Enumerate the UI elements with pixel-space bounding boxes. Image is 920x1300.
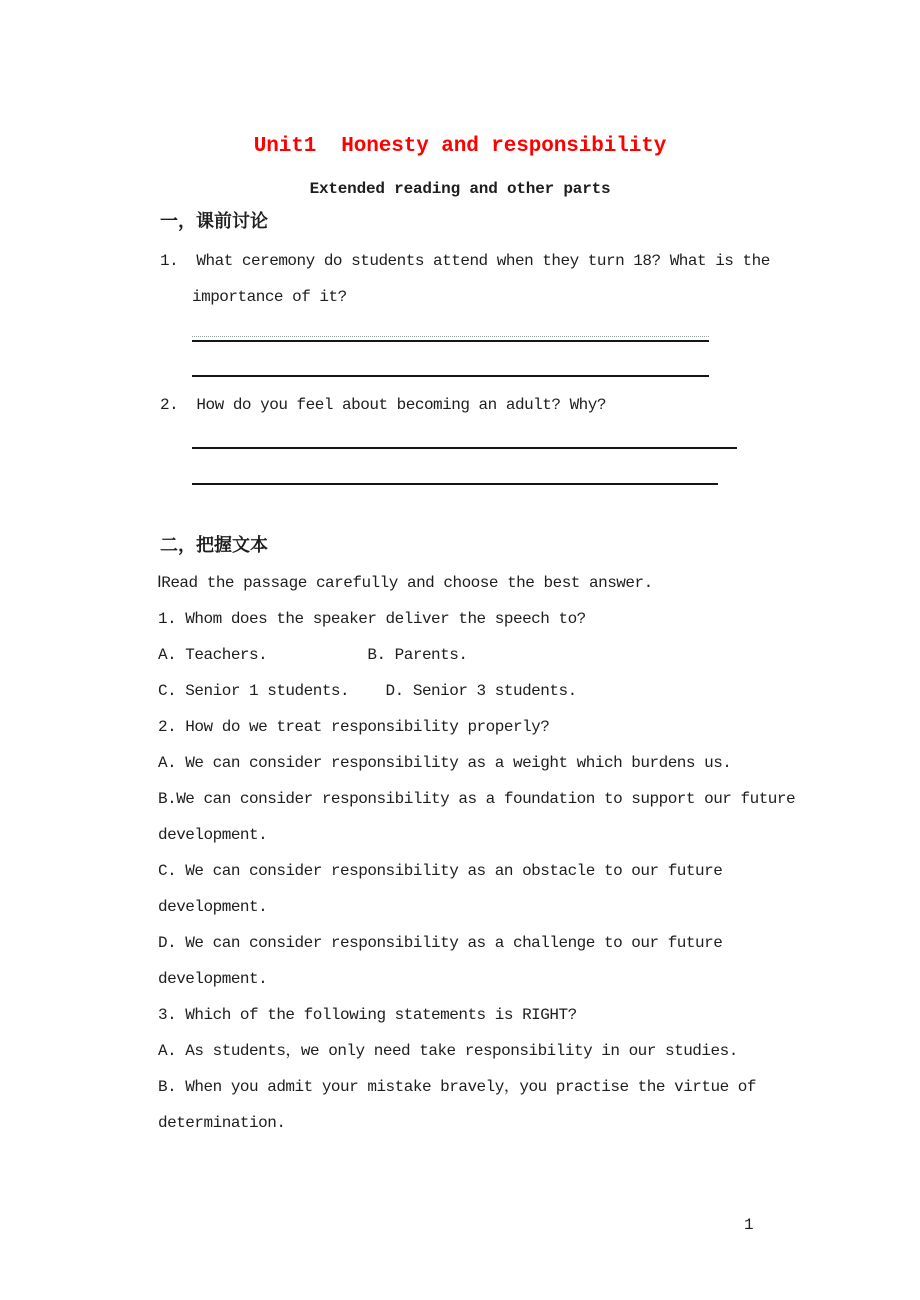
section2-heading: 二，把握文本 — [160, 537, 268, 557]
mcq3-option-b: B. When you admit your mistake bravely，you practise the virtue of — [158, 1078, 756, 1096]
mcq2-option-b-cont: development. — [158, 826, 268, 844]
section1-heading: 一，课前讨论 — [160, 213, 268, 233]
mcq1-question: 1. Whom does the speaker deliver the speech to? — [158, 610, 586, 628]
mcq2-option-a: A. We can consider responsibility as a weight which burdens us. — [158, 754, 732, 772]
mcq2-option-d-cont: development. — [158, 970, 268, 988]
mcq2-option-c-cont: development. — [158, 898, 268, 916]
answer-blank-1 — [192, 336, 709, 342]
answer-blank-4 — [192, 480, 718, 485]
mcq2-option-c: C. We can consider responsibility as an obstacle to our future — [158, 862, 723, 880]
page-number: 1 — [744, 1216, 754, 1234]
mcq1-options-cd: C. Senior 1 students. D. Senior 3 students. — [158, 682, 577, 700]
answer-blank-2 — [192, 372, 709, 377]
mcq2-question: 2. How do we treat responsibility properly? — [158, 718, 550, 736]
answer-blank-3 — [192, 444, 737, 449]
question-1-line-2: importance of it? — [192, 288, 347, 306]
page-title: Unit1 Honesty and responsibility — [253, 135, 667, 158]
mcq3-question: 3. Which of the following statements is RIGHT? — [158, 1006, 577, 1024]
mcq3-option-b-cont: determination. — [158, 1114, 286, 1132]
mcq2-option-d: D. We can consider responsibility as a challenge to our future — [158, 934, 723, 952]
mcq1-options-ab: A. Teachers. B. Parents. — [158, 646, 468, 664]
mcq2-option-b: B.We can consider responsibility as a foundation to support our future — [158, 790, 796, 808]
question-2-line-1: 2. How do you feel about becoming an adult? Why? — [160, 396, 606, 414]
question-1-line-1: 1. What ceremony do students attend when they turn 18? What is the — [160, 252, 770, 270]
mcq3-option-a: A. As students，we only need take responsibility in our studies. — [158, 1042, 738, 1060]
page-subtitle: Extended reading and other parts — [309, 180, 611, 198]
reading-instruction: ⅠRead the passage carefully and choose the best answer. — [157, 574, 653, 592]
